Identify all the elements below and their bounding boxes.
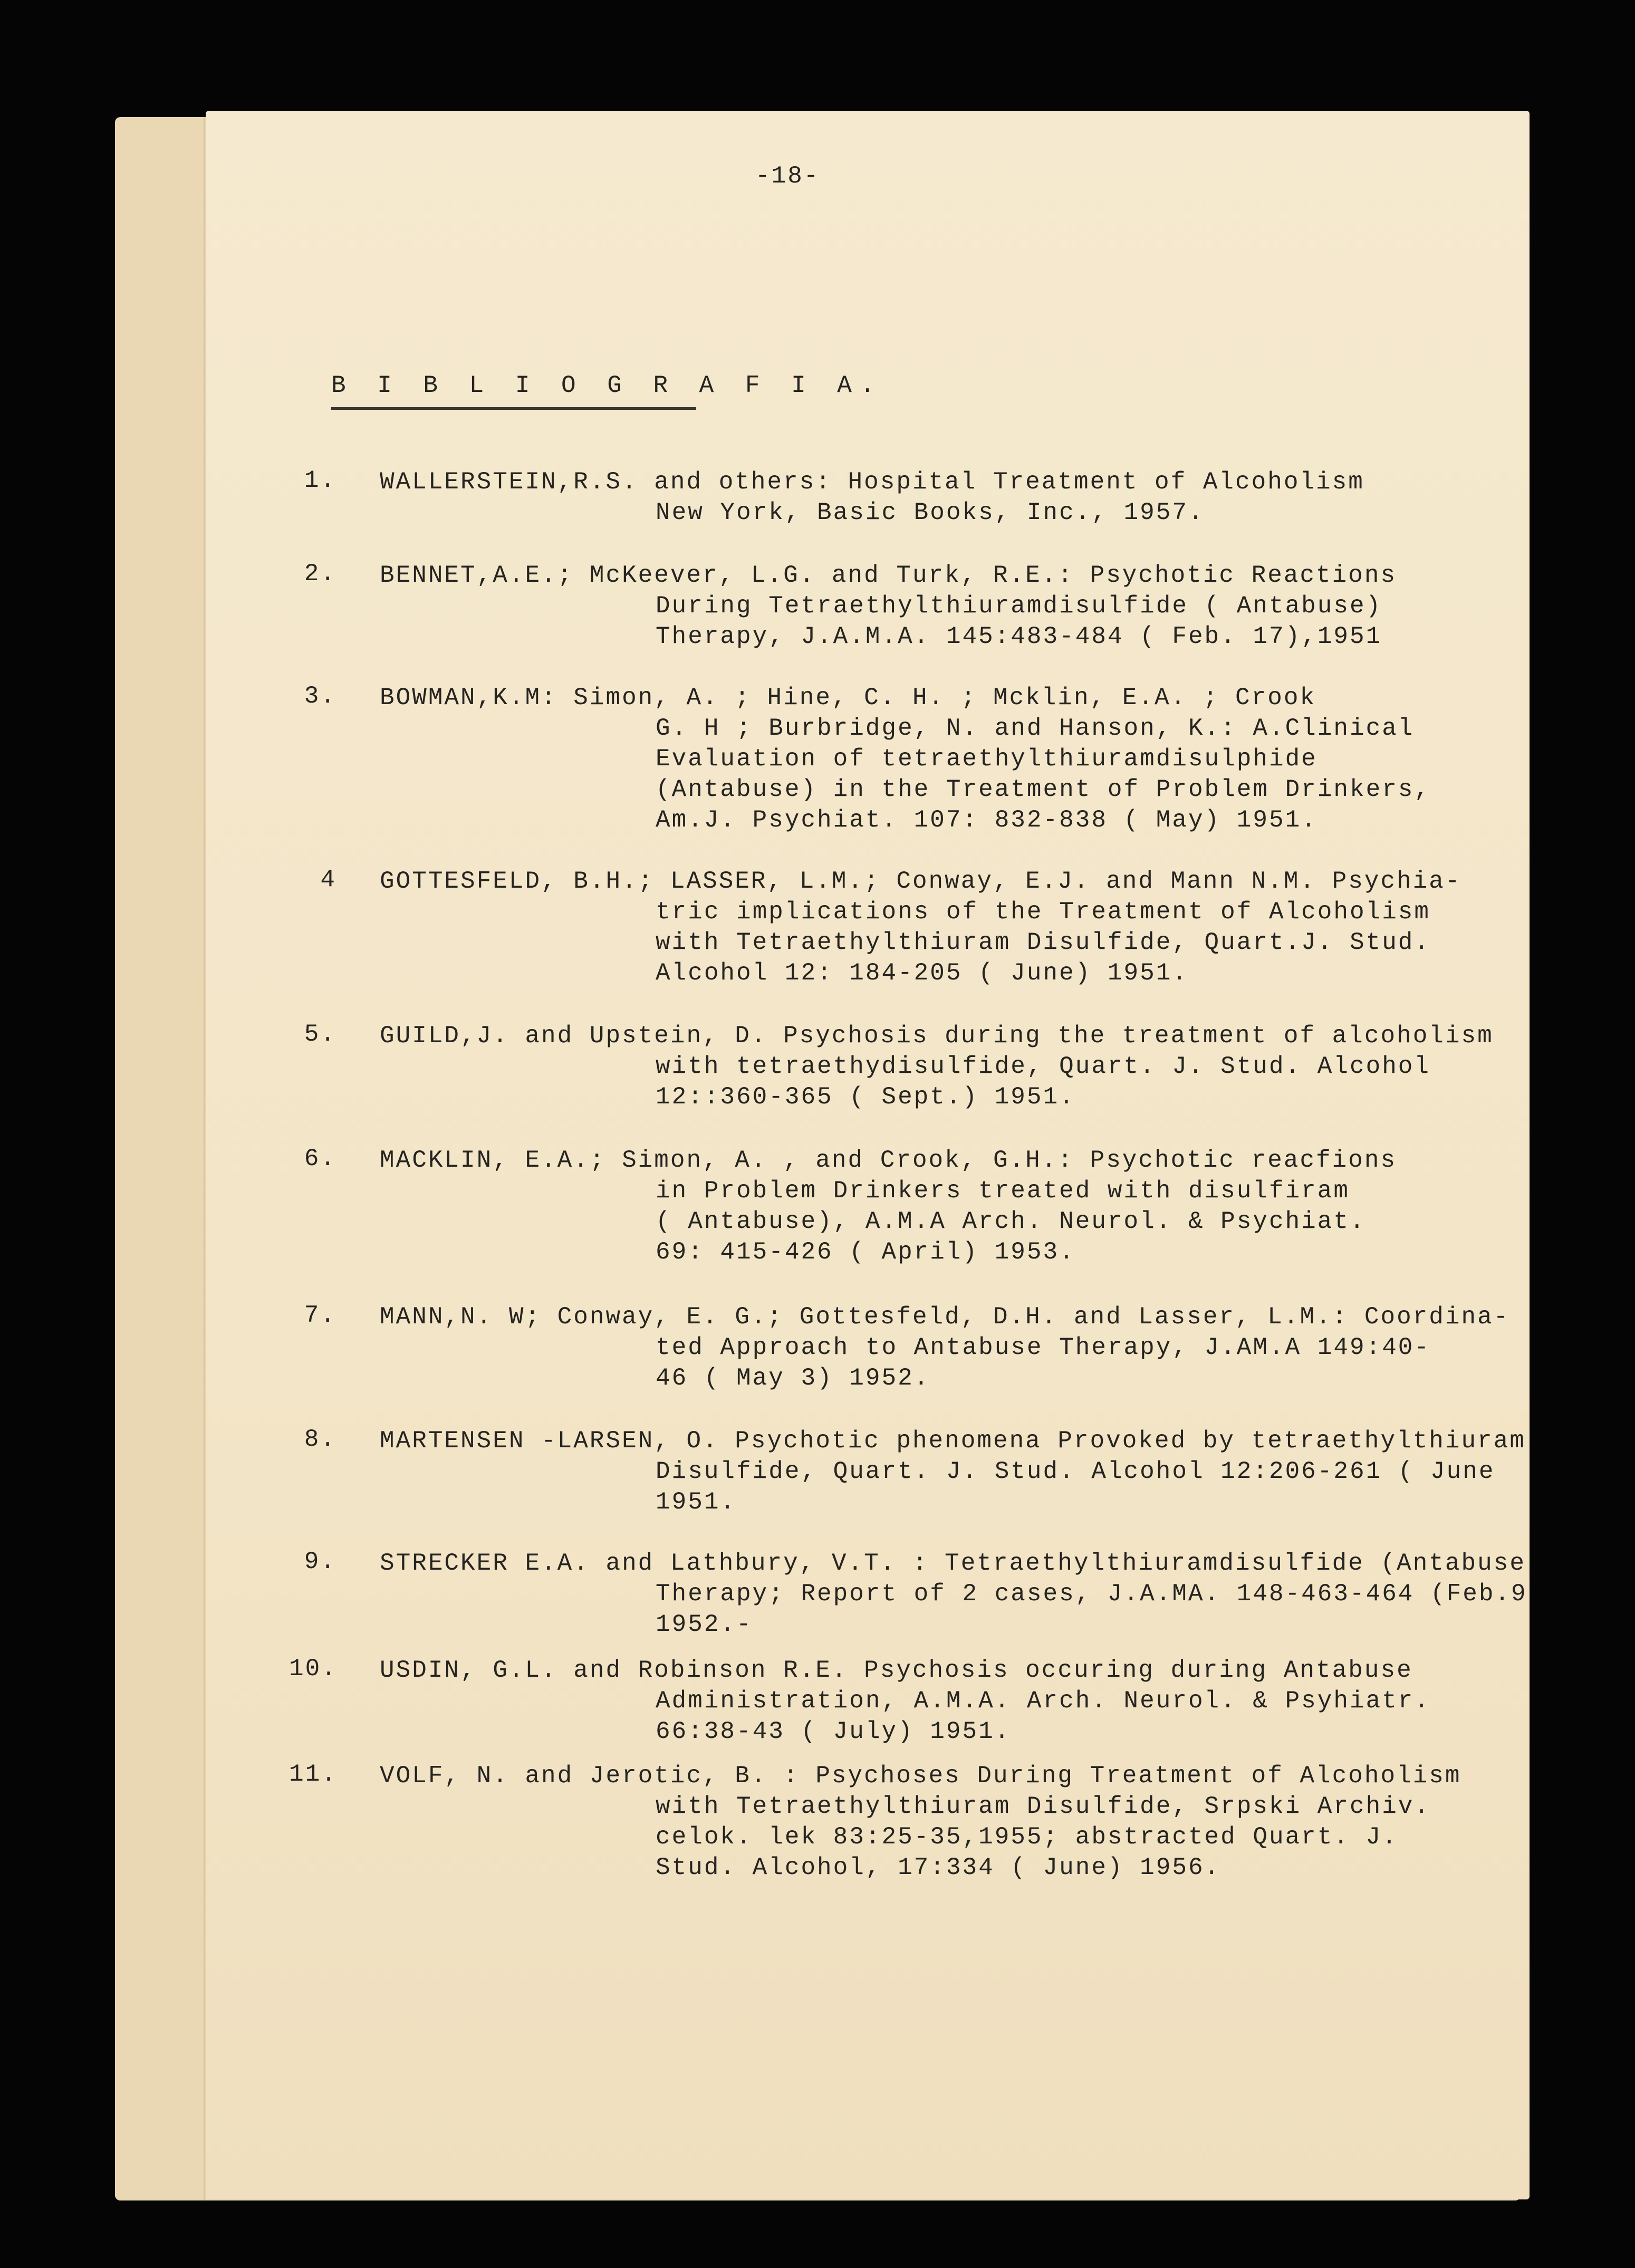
reference-line: ( Antabuse), A.M.A Arch. Neurol. & Psychiat. [656,1208,1366,1235]
reference-line: BENNET,A.E.; McKeever, L.G. and Turk, R.E.: Psychotic Reactions [380,562,1397,589]
reference-number: 4 [320,866,336,893]
reference-line: celok. lek 83:25-35,1955; abstracted Quart. J. [656,1823,1398,1851]
reference-line: 1951. [656,1488,737,1516]
heading-underline [331,407,696,410]
reference-line: tric implications of the Treatment of Alcoholism [656,898,1431,926]
reference-line: 1952.- [656,1611,753,1638]
reference-line: 46 ( May 3) 1952. [656,1364,930,1392]
reference-line: USDIN, G.L. and Robinson R.E. Psychosis occuring during Antabuse [380,1657,1413,1684]
reference-number: 5. [304,1021,336,1048]
reference-number: 11. [289,1761,338,1788]
reference-line: Therapy, J.A.M.A. 145:483-484 ( Feb. 17),1951 [656,623,1382,650]
reference-line: Stud. Alcohol, 17:334 ( June) 1956. [656,1854,1221,1881]
reference-line: with tetraethydisulfide, Quart. J. Stud. Alcohol [656,1053,1431,1080]
reference-line: MACKLIN, E.A.; Simon, A. , and Crook, G.H.: Psychotic reacfions [380,1147,1397,1174]
reference-line: WALLERSTEIN,R.S. and others: Hospital Treatment of Alcoholism [380,468,1364,496]
reference-number: 1. [304,467,336,494]
reference-line: GOTTESFELD, B.H.; LASSER, L.M.; Conway, E.J. and Mann N.M. Psychia- [380,868,1461,895]
reference-line: in Problem Drinkers treated with disulfiram [656,1177,1350,1205]
reference-line: MANN,N. W; Conway, E. G.; Gottesfeld, D.H. and Lasser, L.M.: Coordina- [380,1303,1510,1331]
reference-number: 8. [304,1426,336,1453]
reference-line: Am.J. Psychiat. 107: 832-838 ( May) 1951. [656,806,1317,834]
reference-line: Administration, A.M.A. Arch. Neurol. & Psyhiatr. [656,1687,1431,1715]
reference-line: MARTENSEN -LARSEN, O. Psychotic phenomena Provoked by tetraethylthiuram [380,1427,1526,1455]
page-number: -18- [755,162,820,190]
bibliography-heading: B I B L I O G R A F I A. [331,372,883,399]
reference-number: 3. [304,683,336,710]
reference-number: 6. [304,1145,336,1173]
reference-line: Evaluation of tetraethylthiuramdisulphide [656,745,1317,773]
reference-line: with Tetraethylthiuram Disulfide, Quart.J. Stud. [656,929,1431,956]
reference-line: New York, Basic Books, Inc., 1957. [656,499,1205,526]
reference-line: GUILD,J. and Upstein, D. Psychosis during the treatment of alcoholism [380,1022,1494,1050]
reference-line: Alcohol 12: 184-205 ( June) 1951. [656,959,1188,987]
reference-line: BOWMAN,K.M: Simon, A. ; Hine, C. H. ; Mcklin, E.A. ; Crook [380,684,1316,712]
reference-line: with Tetraethylthiuram Disulfide, Srpski Archiv. [656,1793,1431,1820]
reference-number: 2. [304,560,336,588]
reference-line: ted Approach to Antabuse Therapy, J.AM.A 149:40- [656,1334,1431,1361]
reference-line: VOLF, N. and Jerotic, B. : Psychoses During Treatment of Alcoholism [380,1762,1461,1790]
reference-line: 12::360-365 ( Sept.) 1951. [656,1083,1075,1111]
reference-line: STRECKER E.A. and Lathbury, V.T. : Tetraethylthiuramdisulfide (Antabuse [380,1550,1526,1577]
reference-line: Disulfide, Quart. J. Stud. Alcohol 12:206-261 ( June [656,1458,1495,1485]
reference-number: 7. [304,1302,336,1329]
reference-number: 9. [304,1548,336,1575]
reference-line: 66:38-43 ( July) 1951. [656,1718,1011,1745]
reference-number: 10. [289,1655,338,1683]
reference-line: Therapy; Report of 2 cases, J.A.MA. 148-463-464 (Feb.9 [656,1580,1527,1608]
reference-line: (Antabuse) in the Treatment of Problem Drinkers, [656,776,1431,803]
reference-line: G. H ; Burbridge, N. and Hanson, K.: A.Clinical [656,715,1415,742]
reference-line: During Tetraethylthiuramdisulfide ( Antabuse) [656,592,1382,620]
reference-line: 69: 415-426 ( April) 1953. [656,1238,1075,1266]
